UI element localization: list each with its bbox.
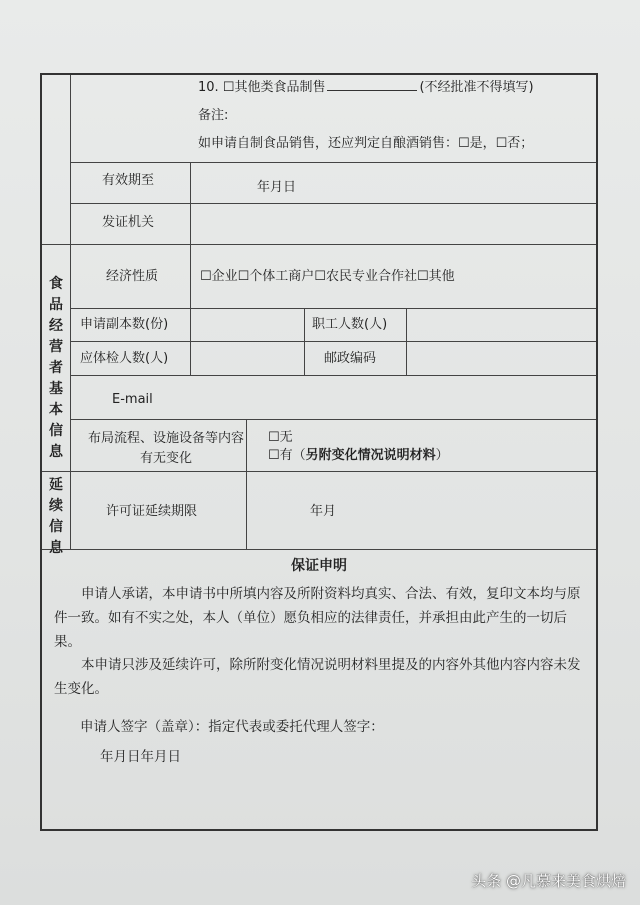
staff-field[interactable] bbox=[408, 310, 594, 339]
email-label: E-mail bbox=[112, 392, 153, 407]
other-food-option: 10. ☐其他类食品制售 (不经批准不得填写) bbox=[198, 80, 534, 95]
col-divider bbox=[70, 75, 71, 549]
exam-count-label: 应体检人数(人) bbox=[80, 351, 169, 366]
row-divider bbox=[70, 203, 596, 204]
remark-label: 备注: bbox=[198, 108, 229, 123]
row-divider bbox=[42, 549, 596, 550]
signature-dates: 年月日年月日 bbox=[100, 749, 181, 765]
copies-label: 申请副本数(份) bbox=[80, 317, 169, 332]
layout-change-label: 布局流程、设施设备等内容有无变化 bbox=[88, 431, 245, 466]
validity-label: 有效期至 bbox=[102, 173, 155, 188]
col-divider bbox=[190, 244, 191, 375]
food-section-title: 食品经营者基本信息 bbox=[49, 276, 63, 460]
declaration-title: 保证申明 bbox=[291, 558, 347, 574]
row-divider bbox=[70, 162, 596, 163]
blank-underline[interactable] bbox=[327, 78, 417, 91]
exam-count-field[interactable] bbox=[192, 343, 302, 373]
staff-label: 职工人数(人) bbox=[312, 317, 388, 332]
selfbrew-question: 如申请自制食品销售，还应判定自酿酒销售：☐是，☐否； bbox=[198, 136, 534, 151]
extension-period-label: 许可证延续期限 bbox=[106, 504, 198, 519]
economic-nature-label: 经济性质 bbox=[106, 269, 159, 284]
row-divider bbox=[70, 375, 596, 376]
extension-period-value[interactable]: 年月 bbox=[310, 504, 337, 519]
validity-value[interactable]: 年月日 bbox=[257, 180, 297, 195]
signature-line[interactable]: 申请人签字（盖章）：指定代表或委托代理人签字： bbox=[80, 719, 384, 735]
declaration-paragraph-1: 申请人承诺，本申请书中所填内容及所附资料均真实、合法、有效，复印文本均与原件一致。如有不实之处，本人（单位）愿负相应的法律责任，并承担由此产生的一切后果。 bbox=[54, 586, 581, 650]
postcode-label: 邮政编码 bbox=[324, 351, 377, 366]
postcode-field[interactable] bbox=[408, 343, 594, 373]
layout-yes-option[interactable]: ☐有（另附变化情况说明材料） bbox=[268, 448, 449, 463]
row-divider bbox=[42, 244, 596, 245]
email-field[interactable] bbox=[192, 377, 592, 417]
issuer-label: 发证机关 bbox=[102, 215, 155, 230]
watermark: 头条 @凡慕来美食烘焙 bbox=[471, 872, 626, 890]
economic-nature-options[interactable]: ☐企业☐个体工商户☐农民专业合作社☐其他 bbox=[200, 269, 455, 284]
application-form-table bbox=[40, 73, 598, 831]
row-divider bbox=[70, 419, 596, 420]
copies-field[interactable] bbox=[192, 310, 302, 339]
row-divider bbox=[70, 308, 596, 309]
declaration-paragraph-2: 本申请只涉及延续许可，除所附变化情况说明材料里提及的内容外其他内容内容未发生变化。 bbox=[54, 657, 581, 697]
layout-no-option[interactable]: ☐无 bbox=[268, 430, 293, 445]
col-divider bbox=[304, 308, 305, 375]
col-divider bbox=[246, 419, 247, 549]
extension-section-title: 延续信息 bbox=[49, 477, 63, 556]
col-divider bbox=[406, 308, 407, 375]
row-divider bbox=[42, 471, 596, 472]
issuer-field[interactable] bbox=[192, 205, 592, 241]
row-divider bbox=[70, 341, 596, 342]
col-divider bbox=[190, 162, 191, 244]
